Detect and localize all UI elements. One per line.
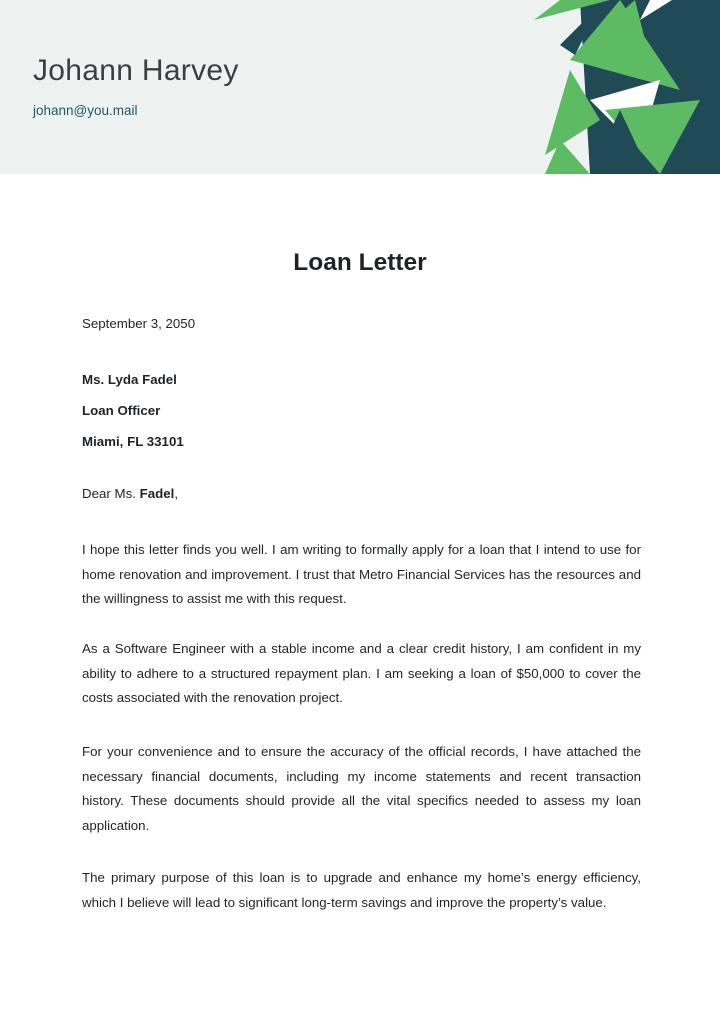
- recipient-position: Loan Officer: [82, 403, 161, 418]
- salutation-name: Fadel: [139, 486, 175, 501]
- salutation: [82, 486, 642, 501]
- salutation-suffix: ,: [174, 486, 179, 501]
- sender-email: johann@you.mail: [33, 103, 138, 118]
- recipient-location: Miami, FL 33101: [82, 434, 184, 449]
- salutation-prefix: Dear Ms.: [82, 486, 140, 501]
- recipient-name: Ms. Lyda Fadel: [82, 372, 177, 387]
- body-paragraph-4: The primary purpose of this loan is to upgrade and enhance my home’s energy efficiency, which I believe will lead to significant long-term savings and improve the property’s value.: [82, 870, 641, 910]
- recipient-block: [82, 371, 642, 464]
- body-paragraph-1: I hope this letter finds you well. I am writing to formally apply for a loan that I intend to use for home renovation and improvement. I trust that Metro Financial Services has the resources and the willingness to assist me with this request.: [82, 542, 641, 606]
- body-paragraph-2: As a Software Engineer with a stable income and a clear credit history, I am confident in my ability to adhere to a structured repayment plan. I am seeking a loan of $50,000 to cover the costs associated with the renovation project.: [82, 641, 641, 705]
- geometric-decoration: [530, 0, 720, 174]
- sender-name: Johann Harvey: [33, 54, 239, 87]
- body-paragraph-3: For your convenience and to ensure the accuracy of the official records, I have attached the necessary financial documents, including my income statements and recent transaction history. These documents should provide all the vital specifics needed to assess my loan application.: [82, 744, 641, 833]
- document-title: Loan Letter: [293, 249, 427, 276]
- letterhead: [0, 0, 720, 174]
- letter-date: September 3, 2050: [82, 316, 196, 331]
